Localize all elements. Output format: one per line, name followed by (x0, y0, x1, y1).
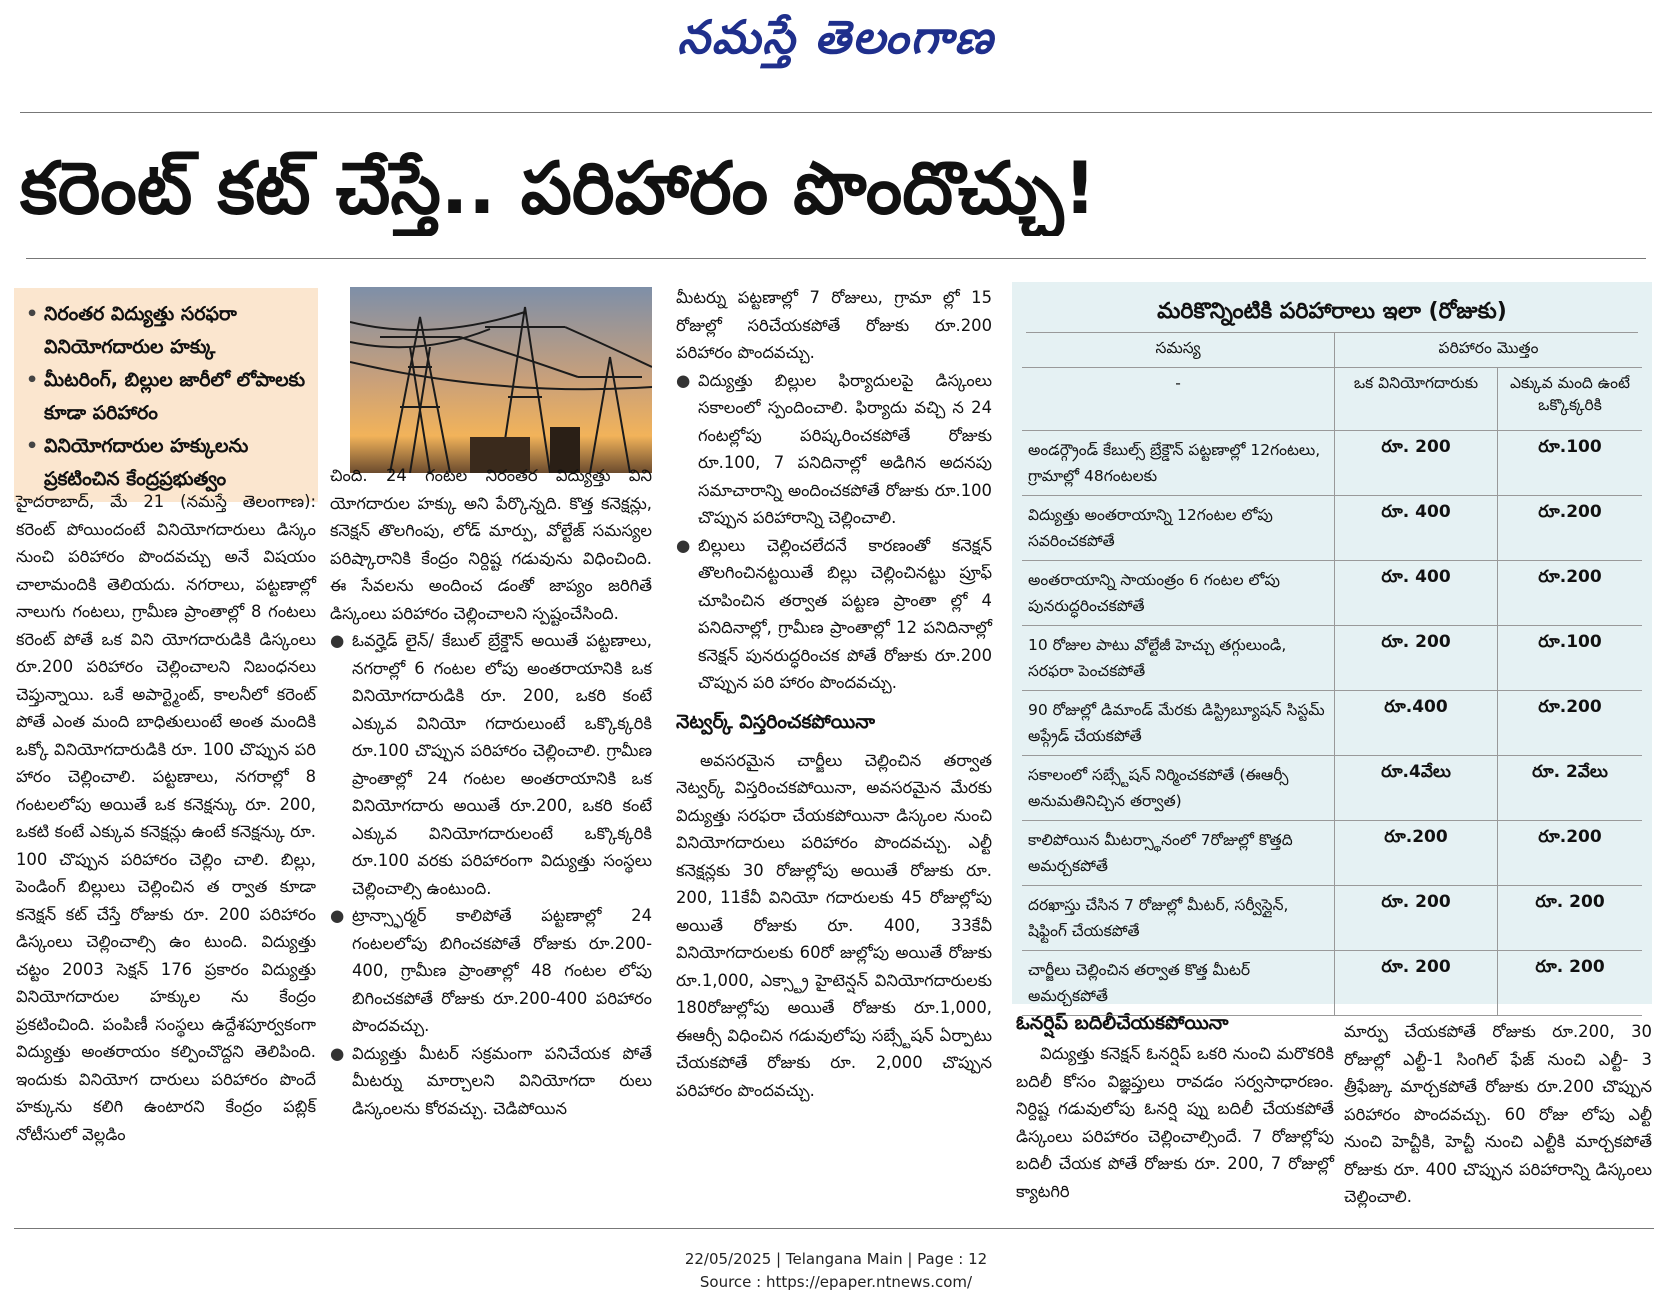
row-issue: సకాలంలో సబ్స్టేషన్ నిర్మించకపోతే (ఈఆర్సీ అనుమతినిచ్చిన తర్వాత) (1022, 756, 1335, 821)
row-amount-one: రూ. 400 (1335, 561, 1498, 626)
row-amount-many: రూ.200 (1498, 561, 1643, 626)
article-text: చింది. 24 గంటల నిరంతర విద్యుత్తు విని యోగదారుల హక్కు అని పేర్కొన్నది. కొత్త కనెక్షన్లు, కనెక్షన్ తొలగింపు, లోడ్ మార్పు, వోల్టేజ్ సమస్యల పరిష్కారానికి కేంద్రం నిర్దిష్ట గడువును విధించింది. ఈ సేవలను అందించ డంతో జాప్యం జరిగితే డిస్కంలు పరిహారం చెల్లించాలని స్పష్టంచేసింది. (330, 466, 652, 623)
masthead-logo: నమస్తే తెలంగాణ (677, 10, 995, 64)
section-subhead: నెట్వర్క్ విస్తరించకపోయినా (676, 710, 875, 733)
table-row (1022, 951, 1642, 1016)
bullet-item: ● విద్యుత్తు మీటర్ సక్రమంగా పనిచేయక పోతే మీటర్ను మార్చాలని వినియోగదా రులు డిస్కంలను కోరవచ్చు. చెడిపోయిన (330, 1043, 652, 1118)
headline-divider (26, 258, 1646, 259)
row-amount-many: రూ.100 (1498, 431, 1643, 496)
table-subheader-row (1022, 368, 1642, 431)
row-amount-many: రూ.200 (1498, 691, 1643, 756)
table-title: మరికొన్నింటికి పరిహారాలు ఇలా (రోజుకు) (1026, 292, 1638, 333)
bullet-item: ● విద్యుత్తు బిల్లుల ఫిర్యాదులపై డిస్కంలు సకాలంలో స్పందించాలి. ఫిర్యాదు వచ్చి న 24 గంటల్లోపు పరిష్కరించకపోతే రోజుకు రూ.100, 7 పనిదినాల్లో అడిగిన అదనపు సమాచారాన్ని అందించకపోతే రోజుకు రూ.100 చొప్పున పరిహారాన్ని చెల్లించాలి. (676, 370, 992, 527)
compensation-table (1022, 333, 1642, 1016)
masthead-divider (20, 112, 1652, 113)
article-text: విద్యుత్తు కనెక్షన్ ఓనర్షిప్ ఒకరి నుంచి మరొకరికి బదిలీ కోసం విజ్ఞప్తులు రావడం సర్వసాధారణం. నిర్దిష్ట గడువులోపు ఓనర్షి ప్ను బదిలీ చేయకపోతే డిస్కంలు పరిహారం చెల్లించాల్సిందే. 7 రోజుల్లోపు బదిలీ చేయక పోతే రోజుకు రూ. 200, 7 రోజుల్లో క్యాటగిరి (1016, 1044, 1334, 1201)
bullet-item: ● ట్రాన్స్ఫార్మర్ కాలిపోతే పట్టణాల్లో 24 గంటలలోపు బిగించకపోతే రోజుకు రూ.200-400, గ్రామీణ ప్రాంతాల్లో 48 గంటల లోపు బిగించకపోతే రోజుకు రూ.200-400 పరిహారం పొందవచ్చు. (330, 906, 652, 1035)
row-issue: కాలిపోయిన మీటర్స్థానంలో 7రోజుల్లో కొత్తది అమర్చకపోతే (1022, 821, 1335, 886)
footer-date-page: 22/05/2025 | Telangana Main | Page : 12 (684, 1250, 988, 1268)
row-amount-many: రూ. 2వేలు (1498, 756, 1643, 821)
power-tower-photo (350, 287, 652, 473)
article-column-4 (1016, 1008, 1334, 1205)
article-column-5 (1344, 1018, 1652, 1211)
table-row (1022, 821, 1642, 886)
article-column-1 (16, 488, 316, 1148)
subheader-one-consumer: ఒక వినియోగదారుకు (1335, 368, 1498, 431)
article-column-3 (676, 284, 992, 1104)
header-compensation: పరిహారం మొత్తం (1335, 333, 1643, 368)
row-amount-one: రూ. 200 (1335, 886, 1498, 951)
table-row (1022, 496, 1642, 561)
article-text: హైదరాబాద్, మే 21 (నమస్తే తెలంగాణ): కరెంట్ పోయిందంటే వినియోగదారులు డిస్కం నుంచి పరిహారం పొందవచ్చు అనే విషయం చాలామందికి తెలియదు. నగరాలు, పట్టణాల్లో నాలుగు గంటలు, గ్రామీణ ప్రాంతాల్లో 8 గంటలు కరెంట్ పోతే ఒక విని యోగదారుడికి డిస్కంలు రూ.200 పరిహారం చెల్లించాలని నిబంధనలు చెప్తున్నాయి. ఒకే అపార్ట్మెంట్, కాలనీలో కరెంట్ పోతే ఎంత మంది బాధితులుంటే అంత మందికి ఒక్కో వినియోగదారుడికి రూ. 100 చొప్పున పరి హారం చెల్లించాలి. పట్టణాలు, నగరాల్లో 8 గంటలలోపు అయితే ఒక కనెక్షన్కు రూ. 200, ఒకటి కంటే ఎక్కువ కనెక్షన్లు ఉంటే కనెక్షన్కు రూ. 100 చొప్పున పరిహారం చెల్లిం చాలి. బిల్లు, పెండింగ్ బిల్లులు చెల్లించిన త ర్వాత కూడా కనెక్షన్ కట్ చేస్తే రోజుకు రూ. 200 పరిహారం డిస్కంలు చెల్లించాల్సి ఉం టుంది. విద్యుత్తు చట్టం 2003 సెక్షన్ 176 ప్రకారం విద్యుత్తు వినియోగదారుల హక్కుల ను కేంద్రం ప్రకటించింది. పంపిణీ సంస్థలు ఉద్దేశపూర్వకంగా విద్యుత్తు అంతరాయం కల్పించొద్దని తెలిపింది. ఇందుకు వినియోగ దారులు పరిహారం పొందే హక్కును కలిగి ఉంటారని కేంద్రం పబ్లిక్ నోటీసులో వెల్లడిం (16, 492, 316, 1144)
row-issue: విద్యుత్తు అంతరాయాన్ని 12గంటల లోపు సవరించకపోతే (1022, 496, 1335, 561)
row-amount-one: రూ.400 (1335, 691, 1498, 756)
table-row (1022, 691, 1642, 756)
row-amount-many: రూ.200 (1498, 496, 1643, 561)
highlights-box (14, 288, 318, 502)
row-amount-many: రూ.200 (1498, 821, 1643, 886)
compensation-table-box (1012, 282, 1652, 1004)
highlight-item: • వినియోగదారుల హక్కులను ప్రకటించిన కేంద్రప్రభుత్వం (26, 435, 249, 490)
article-text: మీటర్ను పట్టణాల్లో 7 రోజులు, గ్రామా ల్లో 15 రోజుల్లో సరిచేయకపోతే రోజుకు రూ.200 పరిహారం పొందవచ్చు. (676, 288, 992, 362)
bottom-divider (14, 1228, 1654, 1229)
table-row (1022, 626, 1642, 691)
row-issue: 90 రోజుల్లో డిమాండ్ మేరకు డిస్ట్రిబ్యూషన్ సిస్టమ్ అప్గ్రేడ్ చేయకపోతే (1022, 691, 1335, 756)
highlight-item: • నిరంతర విద్యుత్తు సరఫరా వినియోగదారుల హక్కు (26, 303, 237, 358)
row-amount-one: రూ. 200 (1335, 626, 1498, 691)
bullet-item: ● బిల్లులు చెల్లించలేదనే కారణంతో కనెక్షన్ తొలగించినట్టయితే బిల్లు చెల్లించినట్టు ప్రూఫ్ చూపించిన తర్వాత పట్టణ ప్రాంతా ల్లో 4 పనిదినాల్లో, గ్రామీణ ప్రాంతాల్లో 12 పనిదినాల్లో కనెక్షన్ పునరుద్ధరించక పోతే రోజుకు రూ.200 చొప్పున పరి హారం పొందవచ్చు. (676, 535, 992, 692)
table-row (1022, 886, 1642, 951)
table-row (1022, 756, 1642, 821)
row-amount-one: రూ.4వేలు (1335, 756, 1498, 821)
section-subhead: ఓనర్షిప్ బదిలీచేయకపోయినా (1016, 1012, 1229, 1034)
row-issue: 10 రోజుల పాటు వోల్టేజీ హెచ్చు తగ్గులుండి, సరఫరా పెంచకపోతే (1022, 626, 1335, 691)
bullet-item: ● ఓవర్హెడ్ లైన్/ కేబుల్ బ్రేక్డౌన్ అయితే పట్టణాలు, నగరాల్లో 6 గంటల లోపు అంతరాయానికి ఒక వినియోగదారుడికి రూ. 200, ఒకరి కంటే ఎక్కువ వినియో గదారులుంటే ఒక్కొక్కరికి రూ.100 చొప్పున పరిహారం చెల్లించాలి. గ్రామీణ ప్రాంతాల్లో 24 గంటల అంతరాయానికి ఒక వినియోగదారు అయితే రూ.200, ఒకరి కంటే ఎక్కువ వినియోగదారులంటే ఒక్కొక్కరికి రూ.100 వరకు పరిహారంగా విద్యుత్తు సంస్థలు చెల్లించాల్సి ఉంటుంది. (330, 631, 652, 898)
row-issue: చార్జీలు చెల్లించిన తర్వాత కొత్త మీటర్ అమర్చకపోతే (1022, 951, 1335, 1016)
row-amount-one: రూ. 200 (1335, 951, 1498, 1016)
table-header-row (1022, 333, 1642, 368)
highlight-item: • మీటరింగ్, బిల్లుల జారీలో లోపాలకు కూడా పరిహారం (26, 369, 306, 424)
row-amount-one: రూ.200 (1335, 821, 1498, 886)
article-text: మార్పు చేయకపోతే రోజుకు రూ.200, 30 రోజుల్లో ఎల్టీ-1 సింగిల్ ఫేజ్ నుంచి ఎల్టీ- 3 త్రీఫేజ్కు మార్చకపోతే రోజుకు రూ.200 చొప్పున పరిహారం పొందవచ్చు. 60 రోజు లోపు ఎల్టీ నుంచి హెచ్టీకి, హెచ్టీ నుంచి ఎల్టీకి మార్చకపోతే రోజుకు రూ. 400 చొప్పున పరిహారాన్ని డిస్కంలు చెల్లించాలి. (1344, 1022, 1652, 1206)
table-row (1022, 561, 1642, 626)
header-issue: సమస్య (1022, 333, 1335, 368)
subheader-dash: - (1022, 368, 1335, 431)
row-amount-one: రూ. 400 (1335, 496, 1498, 561)
row-amount-many: రూ.100 (1498, 626, 1643, 691)
row-issue: అండర్గ్రౌండ్ కేబుల్స్ బ్రేక్డౌన్ పట్టణాల్లో 12గంటలు, గ్రామాల్లో 48గంటలకు (1022, 431, 1335, 496)
headline: కరెంట్ కట్ చేస్తే.. పరిహారం పొందొచ్చు! (20, 146, 1097, 230)
subheader-many-consumers: ఎక్కువ మంది ఉంటే ఒక్కొక్కరికి (1498, 368, 1643, 431)
table-row (1022, 431, 1642, 496)
row-amount-many: రూ. 200 (1498, 951, 1643, 1016)
row-issue: అంతరాయాన్ని సాయంత్రం 6 గంటల లోపు పునరుద్ధరించకపోతే (1022, 561, 1335, 626)
row-issue: దరఖాస్తు చేసిన 7 రోజుల్లో మీటర్, సర్వీస్లైన్, షిఫ్టింగ్ చేయకపోతే (1022, 886, 1335, 951)
footer-source: Source : https://epaper.ntnews.com/ (699, 1273, 973, 1291)
article-column-2 (330, 462, 652, 1122)
row-amount-many: రూ. 200 (1498, 886, 1643, 951)
row-amount-one: రూ. 200 (1335, 431, 1498, 496)
article-text: అవసరమైన చార్జీలు చెల్లించిన తర్వాత నెట్వర్క్ విస్తరించకపోయినా, అవసరమైన మేరకు విద్యుత్తు సరఫరా చేయకపోయినా డిస్కంల నుంచి వినియోగదారులు పరిహారం పొందవచ్చు. ఎల్టీ కనెక్షన్లకు 30 రోజుల్లోపు అయితే రోజుకు రూ. 200, 11కేవీ వినియో గదారులకు 45 రోజుల్లోపు అయితే రోజుకు రూ. 400, 33కేవీ వినియోగదారులకు 60రో జుల్లోపు అయితే రోజుకు రూ.1,000, ఎక్స్ట్రా హైటెన్షన్ వినియోగదారులకు 180రోజుల్లోపు అయితే రోజుకు రూ.1,000, ఈఆర్సీ విధించిన గడువులోపు సబ్స్టేషన్ ఏర్పాటు చేయకపోతే రోజుకు రూ. 2,000 చొప్పున పరిహారం పొందవచ్చు. (676, 750, 992, 1100)
